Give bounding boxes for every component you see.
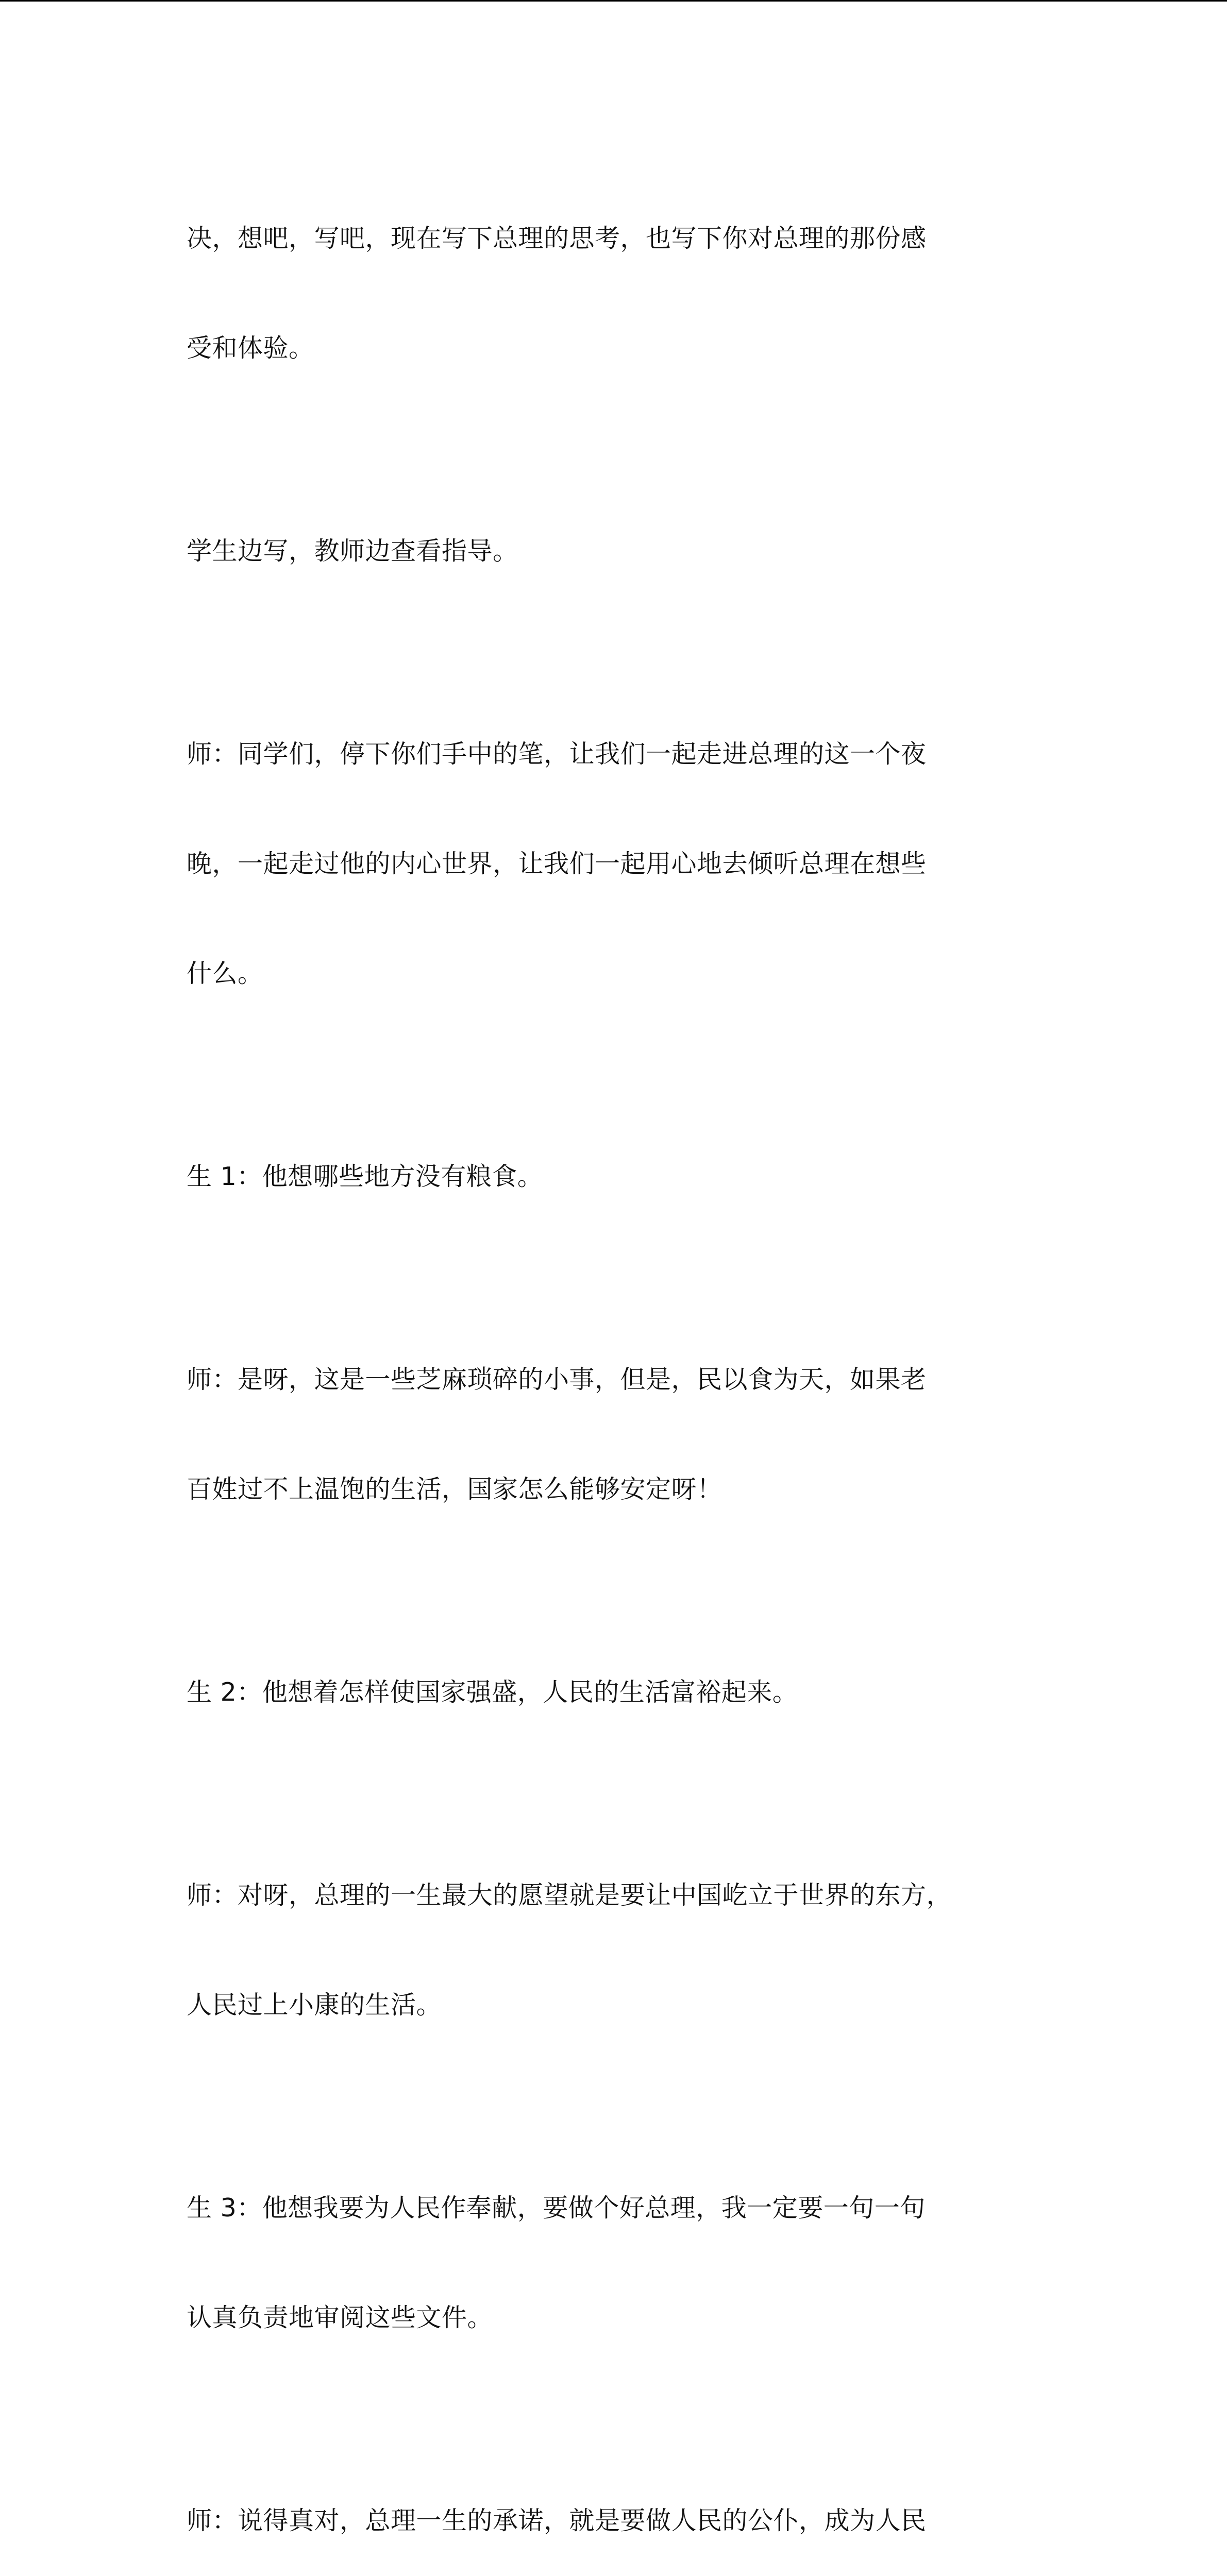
text-line: 人民过上小康的生活。	[187, 1990, 442, 2020]
paragraph	[187, 147, 1052, 439]
text-line: 生 1：他想哪些地方没有粮食。	[187, 1162, 543, 1191]
text-line: 学生边写，教师边查看指导。	[187, 536, 518, 566]
text-line: 百姓过不上温饱的生活，国家怎么能够安定呀！	[187, 1475, 722, 1504]
text-line: 师：同学们，停下你们手中的笔，让我们一起走进总理的这一个夜	[187, 739, 927, 769]
paragraph	[187, 460, 1052, 642]
page-top-border	[0, 0, 1227, 2]
text-line: 晚，一起走过他的内心世界，让我们一起用心地去倾听总理在想些	[187, 849, 927, 878]
paragraph	[187, 1804, 1052, 2096]
text-line: 生 2：他想着怎样使国家强盛，人民的生活富裕起来。	[187, 1677, 798, 1707]
paragraph	[187, 2116, 1052, 2409]
paragraph	[187, 1085, 1052, 1268]
text-line: 生 3：他想我要为人民作奉献，要做个好总理，我一定要一句一句	[187, 2193, 926, 2223]
text-line: 什么。	[187, 959, 263, 988]
text-line: 师：对呀，总理的一生最大的愿望就是要让中国屹立于世界的东方，	[187, 1880, 952, 1910]
paragraph	[187, 1601, 1052, 1784]
paragraph	[187, 2429, 1052, 2576]
document-body	[187, 147, 1052, 2576]
text-line: 认真负责地审阅这些文件。	[187, 2303, 493, 2332]
text-line: 决，想吧，写吧，现在写下总理的思考，也写下你对总理的那份感	[187, 224, 927, 253]
text-line: 受和体验。	[187, 333, 314, 363]
paragraph	[187, 663, 1052, 1065]
paragraph	[187, 1288, 1052, 1581]
text-line: 师：说得真对，总理一生的承诺，就是要做人民的公仆，成为人民	[187, 2506, 927, 2535]
text-line: 师：是呀，这是一些芝麻琐碎的小事，但是，民以食为天，如果老	[187, 1365, 927, 1394]
